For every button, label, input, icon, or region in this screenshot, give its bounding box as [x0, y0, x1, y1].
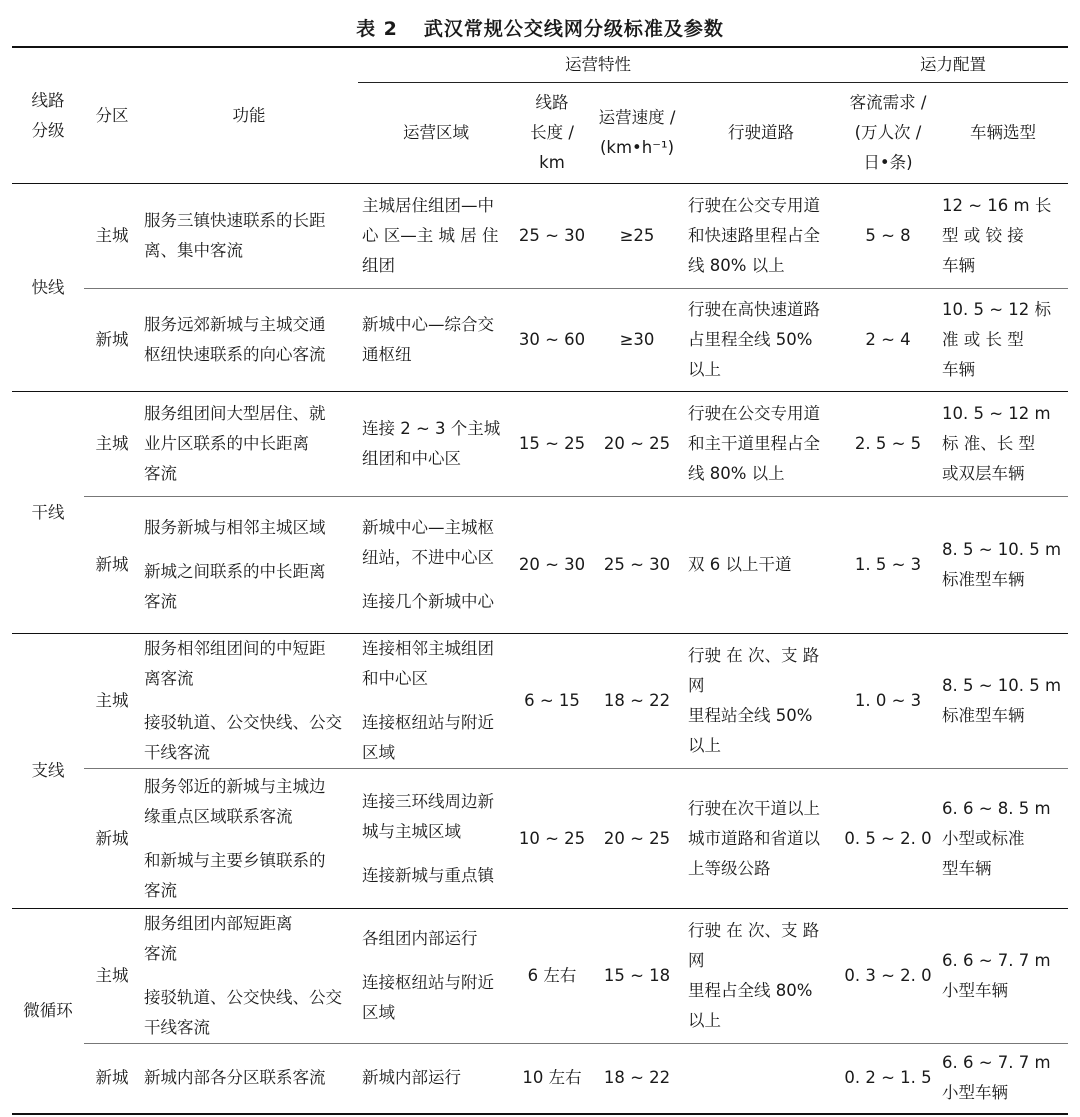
vehicle-line: 小型车辆: [942, 1083, 1008, 1103]
table-row: [12, 634, 1068, 769]
function-cell: [140, 634, 358, 769]
speed-cell: 18 ~ 22: [590, 1044, 684, 1114]
road-line: 线 80% 以上: [688, 464, 785, 483]
vehicle-line: 或双层车辆: [942, 464, 1025, 483]
area-cell: [358, 289, 514, 392]
area-line: 组团: [362, 256, 395, 275]
area-gap: [362, 573, 510, 587]
header-level: [12, 47, 84, 184]
demand-cell: 1. 0 ~ 3: [838, 634, 938, 769]
vehicle-line: 准 或 长 型: [942, 330, 1024, 349]
function-gap: [144, 543, 354, 557]
vehicle-cell: [938, 909, 1068, 1044]
function-gap: [144, 969, 354, 983]
area-cell: [358, 769, 514, 909]
function-line: 服务新城与相邻主城区域: [144, 518, 326, 537]
function-line: 和新城与主要乡镇联系的: [144, 850, 326, 870]
function-line: 客流: [144, 464, 177, 483]
header-group-capacity: 运力配置: [838, 47, 1068, 83]
header-function: 功能: [140, 47, 358, 184]
header-road: 行驶道路: [684, 83, 838, 184]
vehicle-line: 6. 6 ~ 7. 7 m: [942, 951, 1051, 970]
function-line: 客流: [144, 592, 177, 611]
area-cell: [358, 184, 514, 289]
function-line: 离客流: [144, 669, 194, 688]
demand-cell: 2 ~ 4: [838, 289, 938, 392]
road-cell: [684, 634, 838, 769]
area-cell: [358, 909, 514, 1044]
area-line: 和中心区: [362, 669, 428, 688]
table-title: [0, 14, 1080, 41]
area-line: 新城中心—综合交: [362, 315, 494, 334]
vehicle-line: 12 ~ 16 m 长: [942, 196, 1052, 215]
function-line: 离、集中客流: [144, 241, 243, 260]
vehicle-cell: [938, 184, 1068, 289]
road-cell: [684, 1044, 838, 1114]
area-line: 各组团内部运行: [362, 929, 478, 948]
function-cell: [140, 289, 358, 392]
road-line: 和主干道里程占全: [688, 434, 820, 453]
area-line: 心 区—主 城 居 住: [362, 226, 499, 245]
function-line: 新城内部各分区联系客流: [144, 1068, 326, 1088]
road-line: 里程占全线 80%: [688, 981, 813, 1000]
vehicle-line: 10. 5 ~ 12 标: [942, 300, 1052, 319]
level-cell: 微循环: [12, 909, 84, 1114]
area-cell: [358, 634, 514, 769]
function-cell: [140, 392, 358, 497]
district-cell: 新城: [84, 1044, 140, 1114]
district-cell: 主城: [84, 909, 140, 1044]
speed-cell: 20 ~ 25: [590, 392, 684, 497]
function-line: 接驳轨道、公交快线、公交: [144, 988, 342, 1007]
road-line: 行驶 在 次、支 路 网: [688, 921, 820, 970]
area-line: 连接相邻主城组团: [362, 639, 494, 658]
speed-cell: ≥25: [590, 184, 684, 289]
district-cell: 主城: [84, 634, 140, 769]
table-body: [12, 184, 1068, 1114]
vehicle-line: 标准型车辆: [942, 706, 1025, 725]
road-line: 上等级公路: [688, 858, 771, 878]
length-cell: 6 ~ 15: [514, 634, 590, 769]
function-cell: [140, 769, 358, 909]
area-gap: [362, 954, 510, 968]
road-line: 行驶在次干道以上: [688, 798, 820, 818]
header-speed-line-1: 运营速度 /: [598, 108, 676, 127]
road-line: 线 80% 以上: [688, 256, 785, 275]
area-line: 区域: [362, 743, 395, 762]
road-line: 行驶 在 次、支 路 网: [688, 646, 820, 695]
table-title-text: 武汉常规公交线网分级标准及参数: [423, 18, 724, 40]
vehicle-line: 小型车辆: [942, 981, 1008, 1000]
area-line: 连接枢纽站与附近: [362, 713, 494, 732]
district-cell: 主城: [84, 184, 140, 289]
table-row: [12, 1044, 1068, 1114]
header-length: [514, 83, 590, 184]
road-cell: [684, 497, 838, 634]
function-line: 服务组团内部短距离: [144, 914, 293, 933]
area-line: 连接几个新城中心: [362, 592, 494, 611]
function-line: 枢纽快速联系的向心客流: [144, 345, 326, 364]
function-cell: [140, 497, 358, 634]
area-gap: [362, 694, 510, 708]
length-cell: 10 ~ 25: [514, 769, 590, 909]
function-line: 客流: [144, 944, 177, 963]
header-level-lines: [16, 86, 80, 146]
area-line: 组团和中心区: [362, 449, 461, 468]
road-cell: [684, 769, 838, 909]
demand-cell: 5 ~ 8: [838, 184, 938, 289]
length-cell: 6 左右: [514, 909, 590, 1044]
level-cell: 快线: [12, 184, 84, 392]
district-cell: 新城: [84, 769, 140, 909]
function-cell: [140, 1044, 358, 1114]
header-demand: [838, 83, 938, 184]
parameter-table: [12, 46, 1068, 1115]
demand-cell: 1. 5 ~ 3: [838, 497, 938, 634]
vehicle-line: 小型或标准: [942, 828, 1025, 848]
header-group-ops: 运营特性: [358, 47, 838, 83]
vehicle-line: 6. 6 ~ 7. 7 m: [942, 1053, 1051, 1073]
length-cell: 10 左右: [514, 1044, 590, 1114]
road-line: 以上: [688, 736, 721, 755]
vehicle-line: 车辆: [942, 360, 975, 379]
header-row-group: [12, 47, 1068, 83]
function-gap: [144, 694, 354, 708]
speed-cell: 20 ~ 25: [590, 769, 684, 909]
header-demand-line-2: (万人次 /: [854, 123, 922, 142]
header-demand-line-1: 客流需求 /: [849, 93, 927, 112]
road-cell: [684, 392, 838, 497]
function-cell: [140, 909, 358, 1044]
header-level-line-2: 分级: [31, 120, 65, 140]
area-line: 连接三环线周边新: [362, 791, 494, 811]
header-length-line-1: 线路: [535, 93, 569, 112]
speed-cell: ≥30: [590, 289, 684, 392]
function-line: 业片区联系的中长距离: [144, 434, 309, 453]
function-line: 新城之间联系的中长距离: [144, 562, 326, 581]
vehicle-cell: [938, 634, 1068, 769]
function-line: 缘重点区域联系客流: [144, 806, 293, 826]
vehicle-line: 8. 5 ~ 10. 5 m: [942, 676, 1062, 695]
speed-cell: 15 ~ 18: [590, 909, 684, 1044]
road-cell: [684, 909, 838, 1044]
area-cell: [358, 1044, 514, 1114]
header-length-line-2: 长度 /: [530, 123, 574, 142]
header-level-line-1: 线路: [31, 90, 65, 110]
header-vehicle: 车辆选型: [938, 83, 1068, 184]
area-cell: [358, 497, 514, 634]
area-line: 通枢纽: [362, 345, 412, 364]
vehicle-cell: [938, 392, 1068, 497]
vehicle-cell: [938, 769, 1068, 909]
speed-cell: 25 ~ 30: [590, 497, 684, 634]
area-line: 连接新城与重点镇: [362, 865, 494, 885]
demand-cell: 0. 3 ~ 2. 0: [838, 909, 938, 1044]
demand-cell: 0. 2 ~ 1. 5: [838, 1044, 938, 1114]
header-area: 运营区域: [358, 83, 514, 184]
area-line: 城与主城区域: [362, 821, 461, 841]
level-cell: 干线: [12, 392, 84, 634]
demand-cell: 2. 5 ~ 5: [838, 392, 938, 497]
vehicle-line: 10. 5 ~ 12 m: [942, 404, 1051, 423]
road-line: 行驶在公交专用道: [688, 196, 820, 215]
length-cell: 20 ~ 30: [514, 497, 590, 634]
level-cell: 支线: [12, 634, 84, 909]
road-line: 以上: [688, 1011, 721, 1030]
function-line: 服务三镇快速联系的长距: [144, 211, 326, 230]
table-row: [12, 497, 1068, 634]
function-gap: [144, 832, 354, 846]
speed-cell: 18 ~ 22: [590, 634, 684, 769]
vehicle-line: 型车辆: [942, 858, 992, 878]
area-gap: [362, 847, 510, 861]
table-row: [12, 909, 1068, 1044]
table-row: [12, 769, 1068, 909]
road-line: 行驶在公交专用道: [688, 404, 820, 423]
vehicle-line: 车辆: [942, 256, 975, 275]
road-cell: [684, 184, 838, 289]
function-line: 干线客流: [144, 1018, 210, 1037]
area-line: 连接 2 ~ 3 个主城: [362, 419, 501, 438]
area-cell: [358, 392, 514, 497]
area-line: 区域: [362, 1003, 395, 1022]
function-line: 服务组团间大型居住、就: [144, 404, 326, 423]
district-cell: 新城: [84, 289, 140, 392]
header-district: 分区: [84, 47, 140, 184]
length-cell: 30 ~ 60: [514, 289, 590, 392]
area-line: 新城中心—主城枢: [362, 518, 494, 537]
area-line: 主城居住组团—中: [362, 196, 494, 215]
header-speed-line-2: (km•h⁻¹): [599, 138, 675, 157]
road-line: 双 6 以上干道: [688, 555, 792, 574]
length-cell: 25 ~ 30: [514, 184, 590, 289]
district-cell: 主城: [84, 392, 140, 497]
header-length-line-3: km: [539, 153, 565, 172]
vehicle-line: 标 准、长 型: [942, 434, 1035, 453]
area-line: 纽站，不进中心区: [362, 548, 494, 567]
road-line: 行驶在高快速道路: [688, 300, 820, 319]
area-line: 新城内部运行: [362, 1068, 461, 1088]
header-speed: [590, 83, 684, 184]
vehicle-cell: [938, 289, 1068, 392]
table-row: [12, 289, 1068, 392]
table-number: 表 2: [356, 18, 398, 40]
function-line: 接驳轨道、公交快线、公交: [144, 713, 342, 732]
table-row: [12, 392, 1068, 497]
vehicle-line: 6. 6 ~ 8. 5 m: [942, 798, 1051, 818]
vehicle-line: 标准型车辆: [942, 570, 1025, 589]
length-cell: 15 ~ 25: [514, 392, 590, 497]
road-line: 和快速路里程占全: [688, 226, 820, 245]
table-row: [12, 184, 1068, 289]
function-line: 客流: [144, 880, 177, 900]
vehicle-line: 8. 5 ~ 10. 5 m: [942, 540, 1062, 559]
road-cell: [684, 289, 838, 392]
function-line: 服务邻近的新城与主城边: [144, 776, 326, 796]
function-line: 服务远郊新城与主城交通: [144, 315, 326, 334]
vehicle-line: 型 或 铰 接: [942, 226, 1024, 245]
area-line: 连接枢纽站与附近: [362, 973, 494, 992]
function-line: 服务相邻组团间的中短距: [144, 639, 326, 658]
function-line: 干线客流: [144, 743, 210, 762]
header-demand-line-3: 日•条): [863, 153, 913, 172]
road-line: 里程站全线 50%: [688, 706, 813, 725]
demand-cell: 0. 5 ~ 2. 0: [838, 769, 938, 909]
road-line: 占里程全线 50%: [688, 330, 813, 349]
district-cell: 新城: [84, 497, 140, 634]
function-cell: [140, 184, 358, 289]
vehicle-cell: [938, 497, 1068, 634]
road-line: 以上: [688, 360, 721, 379]
vehicle-cell: [938, 1044, 1068, 1114]
road-line: 城市道路和省道以: [688, 828, 820, 848]
